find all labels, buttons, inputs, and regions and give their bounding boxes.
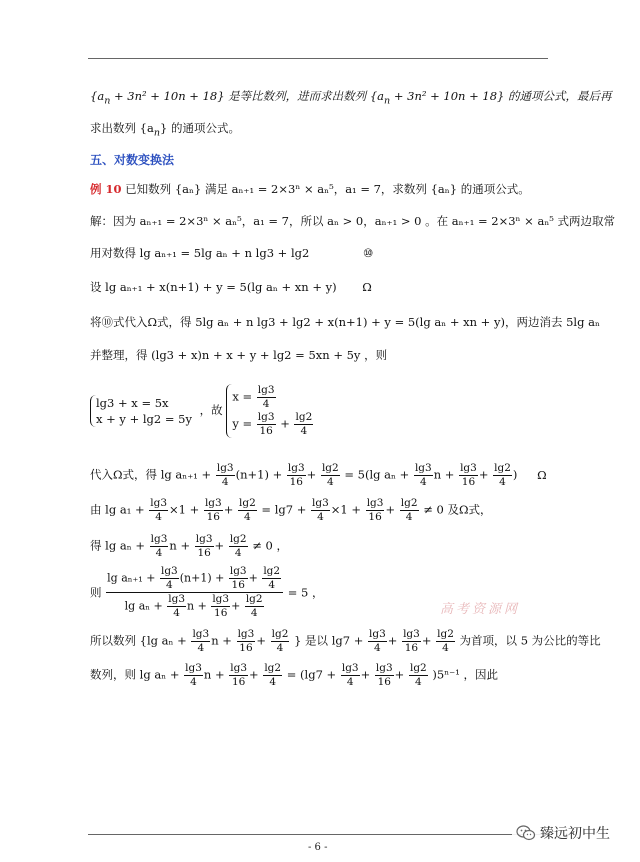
text-seg: 求出数列 {a (90, 121, 154, 135)
nonzero-line: 得 lg aₙ + $\frac{\lg 3}{4}$ n + $\frac{\lg 3}{16}$ + $\frac{\lg 2}{4}$ ≠ 0 ， (90, 533, 289, 559)
initial-term-line: 由 lg a₁ + $\frac{\lg 3}{4}$ ×1 + $\frac{\lg 3}{16}$ + $\frac{\lg 2}{4}$ = lg7 + $\frac{\lg 3}{4}$ ×1 + $\frac{\lg 3}{16}$ + $\frac{\lg 2}{4}$ ≠ 0 及Ω式， (90, 497, 492, 523)
equation-10: 用对数得 lg aₙ₊₁ = 5lg aₙ + n lg3 + lg2 (90, 246, 310, 260)
text-seg: } 的通项公式。 (160, 121, 240, 135)
intro-line-2: 求出数列 $\{a_n\}$ 的通项公式。 (90, 121, 240, 139)
equation-tag-10: ⑩ (362, 246, 374, 260)
system-eq-1: lg3 + x = 5x (96, 396, 169, 410)
example-text: 已知数列 {aₙ} 满足 aₙ₊₁ = 2×3ⁿ × aₙ⁵，a₁ = 7，求数列 {aₙ} 的通项公式。 (125, 182, 530, 196)
substitute-omega-line: 代入Ω式，得 lg aₙ₊₁ + $\frac{\lg 3}{4}$ (n+1) + $\frac{\lg 3}{16}$ + $\frac{\lg 2}{4}$ = 5(lg aₙ + $\frac{\lg 3}{4}$ n + $\frac{\lg 3}{16}$ + $\frac{\lg 2}{4}$ ) Ω (90, 462, 547, 488)
intro-line-1: $\{a_n + 3n^2 + 10n + 18\}$ 是等比数列，进而求出数列 $\{a_n + 3n^2 + 10n + 18\}$ 的通项公式，最后再 (90, 89, 612, 107)
solution-line-1: 解：因为 aₙ₊₁ = 2×3ⁿ × aₙ⁵，a₁ = 7，所以 aₙ > 0，aₙ₊₁ > 0 。在 aₙ₊₁ = 2×3ⁿ × aₙ⁵ 式两边取常 (90, 214, 616, 228)
system-eq-2: x + y + lg2 = 5y (96, 412, 192, 426)
solution-system: x = $\frac{\lg 3}{4}$ y = $\frac{\lg 3}{16}$ + $\frac{\lg 2}{4}$ (226, 384, 314, 438)
wechat-icon (516, 825, 536, 841)
assumption-line (90, 279, 560, 295)
substitution-line: 将⑩式代入Ω式，得 5lg aₙ + n lg3 + lg2 + x(n+1) + y = 5(lg aₙ + xn + y)，两边消去 5lg aₙ (90, 315, 600, 329)
simplify-line: 并整理，得 (lg3 + x)n + x + y + lg2 = 5xn + 5y ，则 (90, 348, 388, 362)
example-label: 例 10 (90, 182, 122, 196)
example-statement (90, 181, 560, 197)
watermark: 高考资源网 (440, 602, 521, 617)
conclusion-line: 所以数列 {lg aₙ + $\frac{\lg 3}{4}$ n + $\frac{\lg 3}{16}$ + $\frac{\lg 2}{4}$ } 是以 lg7 + $\frac{\lg 3}{4}$ + $\frac{\lg 3}{16}$ + $\frac{\lg 2}{4}$ 为首项，以 5 为公比的等比 (90, 628, 601, 654)
page-number: - 6 - (308, 842, 328, 853)
equation-system (90, 395, 192, 427)
text-seg: x = (232, 389, 253, 404)
text-seg: + 3n² + 10n + 18} 的通项公式，最后再 (390, 89, 612, 103)
solution-line-2 (90, 245, 560, 261)
final-line: 数列，则 lg aₙ + $\frac{\lg 3}{4}$ n + $\frac{\lg 3}{16}$ + $\frac{\lg 2}{4}$ = (lg7 + $\frac{\lg 3}{4}$ + $\frac{\lg 3}{16}$ + $\frac{\lg 2}{4}$ )5ⁿ⁻¹ ，因此 (90, 662, 499, 688)
assumption-equation: 设 lg aₙ₊₁ + x(n+1) + y = 5(lg aₙ + xn + y) (90, 280, 337, 294)
text-seg: y = (232, 416, 253, 431)
wechat-badge (512, 822, 614, 844)
section-title: 五、对数变换法 (90, 153, 175, 167)
footer-rule (88, 834, 548, 835)
equation-tag-omega: Ω (362, 280, 372, 294)
ratio-fraction: lg aₙ₊₁ + $\frac{\lg 3}{4}$ (n+1) + $\frac{\lg 3}{16}$ + $\frac{\lg 2}{4}$ lg aₙ + $\frac{\lg 3}{4}$ n + $\frac{\lg 3}{16}$ + $\frac{\lg 2}{4}$ (106, 565, 283, 620)
header-rule (88, 58, 548, 59)
wechat-account-name: 臻远初中生 (540, 826, 610, 842)
text-seg: + 3n² + 10n + 18} 是等比数列，进而求出数列 {a (110, 89, 385, 103)
text-seg: {a (90, 89, 105, 103)
text-seg: ，故 (199, 403, 223, 417)
ratio-line: 则 lg aₙ₊₁ + $\frac{\lg 3}{4}$ (n+1) + $\frac{\lg 3}{16}$ + $\frac{\lg 2}{4}$ lg aₙ + $\frac{\lg 3}{4}$ n + $\frac{\lg 3}{16}$ + $\frac{\lg 2}{4}$ = 5 ， (90, 565, 324, 619)
equation-system-row (90, 384, 560, 438)
